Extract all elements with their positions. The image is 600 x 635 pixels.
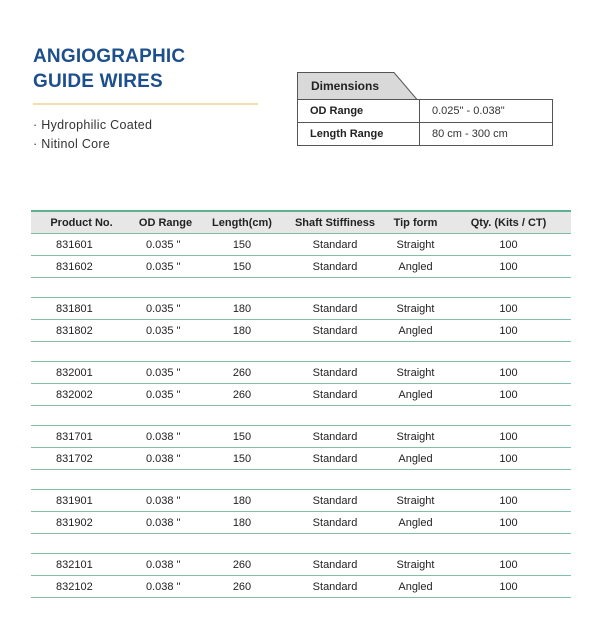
product-number-cell: 832001 [31, 362, 132, 384]
tip-form-cell: Straight [385, 234, 446, 256]
dimensions-table [297, 99, 553, 146]
od-range-cell: 0.035 " [132, 234, 199, 256]
table-row [31, 576, 571, 598]
shaft-stiffness-cell: Standard [285, 576, 385, 598]
group-spacer-row [31, 278, 571, 298]
tip-form-cell: Angled [385, 576, 446, 598]
quantity-cell: 100 [446, 320, 571, 342]
od-range-cell: 0.038 " [132, 426, 199, 448]
tip-form-cell: Straight [385, 554, 446, 576]
title-line-1: ANGIOGRAPHIC [33, 46, 186, 67]
column-header: Shaft Stiffiness [285, 211, 385, 234]
length-cell: 180 [199, 320, 285, 342]
tip-form-cell: Angled [385, 512, 446, 534]
product-number-cell: 831702 [31, 448, 132, 470]
shaft-stiffness-cell: Standard [285, 384, 385, 406]
column-header: Product No. [31, 211, 132, 234]
tip-form-cell: Straight [385, 298, 446, 320]
product-number-cell: 831802 [31, 320, 132, 342]
quantity-cell: 100 [446, 234, 571, 256]
length-cell: 260 [199, 554, 285, 576]
dimension-value: 0.025" - 0.038" [420, 100, 553, 123]
product-number-cell: 831701 [31, 426, 132, 448]
table-row [31, 448, 571, 470]
dimensions-heading: Dimensions [311, 79, 380, 93]
table-row [31, 234, 571, 256]
tip-form-cell: Angled [385, 320, 446, 342]
shaft-stiffness-cell: Standard [285, 490, 385, 512]
title-line-2: GUIDE WIRES [33, 71, 163, 92]
table-body [31, 234, 571, 598]
quantity-cell: 100 [446, 256, 571, 278]
product-number-cell: 832002 [31, 384, 132, 406]
length-cell: 150 [199, 448, 285, 470]
length-cell: 180 [199, 298, 285, 320]
table-header-row [31, 211, 571, 234]
dimension-label: Length Range [298, 123, 420, 146]
dimensions-tab [297, 72, 417, 99]
od-range-cell: 0.038 " [132, 448, 199, 470]
length-cell: 260 [199, 576, 285, 598]
dimensions-row [298, 123, 553, 146]
quantity-cell: 100 [446, 554, 571, 576]
length-cell: 260 [199, 362, 285, 384]
group-spacer-row [31, 406, 571, 426]
length-cell: 180 [199, 490, 285, 512]
od-range-cell: 0.038 " [132, 512, 199, 534]
od-range-cell: 0.035 " [132, 256, 199, 278]
column-header: OD Range [132, 211, 199, 234]
shaft-stiffness-cell: Standard [285, 426, 385, 448]
quantity-cell: 100 [446, 384, 571, 406]
feature-item: · Hydrophilic Coated [33, 116, 152, 135]
shaft-stiffness-cell: Standard [285, 554, 385, 576]
feature-list [33, 116, 152, 154]
table-row [31, 256, 571, 278]
dimension-value: 80 cm - 300 cm [420, 123, 553, 146]
length-cell: 180 [199, 512, 285, 534]
product-number-cell: 831801 [31, 298, 132, 320]
shaft-stiffness-cell: Standard [285, 256, 385, 278]
table-row [31, 426, 571, 448]
quantity-cell: 100 [446, 362, 571, 384]
shaft-stiffness-cell: Standard [285, 362, 385, 384]
shaft-stiffness-cell: Standard [285, 448, 385, 470]
tip-form-cell: Angled [385, 448, 446, 470]
tip-form-cell: Straight [385, 426, 446, 448]
product-number-cell: 831902 [31, 512, 132, 534]
od-range-cell: 0.035 " [132, 362, 199, 384]
tip-form-cell: Straight [385, 362, 446, 384]
table-row [31, 512, 571, 534]
od-range-cell: 0.035 " [132, 320, 199, 342]
tip-form-cell: Angled [385, 384, 446, 406]
group-spacer-row [31, 470, 571, 490]
dimensions-row [298, 100, 553, 123]
shaft-stiffness-cell: Standard [285, 234, 385, 256]
table-row [31, 362, 571, 384]
group-spacer-row [31, 534, 571, 554]
shaft-stiffness-cell: Standard [285, 512, 385, 534]
spacer-cell [31, 470, 571, 490]
product-number-cell: 831901 [31, 490, 132, 512]
column-header: Tip form [385, 211, 446, 234]
table-row [31, 384, 571, 406]
group-spacer-row [31, 342, 571, 362]
table-row [31, 298, 571, 320]
shaft-stiffness-cell: Standard [285, 320, 385, 342]
length-cell: 260 [199, 384, 285, 406]
product-number-cell: 832101 [31, 554, 132, 576]
od-range-cell: 0.035 " [132, 384, 199, 406]
shaft-stiffness-cell: Standard [285, 298, 385, 320]
table-row [31, 554, 571, 576]
od-range-cell: 0.038 " [132, 576, 199, 598]
quantity-cell: 100 [446, 576, 571, 598]
od-range-cell: 0.038 " [132, 490, 199, 512]
spacer-cell [31, 406, 571, 426]
length-cell: 150 [199, 234, 285, 256]
quantity-cell: 100 [446, 298, 571, 320]
product-number-cell: 831602 [31, 256, 132, 278]
quantity-cell: 100 [446, 490, 571, 512]
quantity-cell: 100 [446, 448, 571, 470]
spacer-cell [31, 342, 571, 362]
product-table [31, 210, 571, 598]
page-title [33, 44, 185, 94]
od-range-cell: 0.035 " [132, 298, 199, 320]
spacer-cell [31, 534, 571, 554]
quantity-cell: 100 [446, 512, 571, 534]
quantity-cell: 100 [446, 426, 571, 448]
feature-item: · Nitinol Core [33, 135, 152, 154]
length-cell: 150 [199, 256, 285, 278]
title-divider [33, 103, 258, 105]
column-header: Length(cm) [199, 211, 285, 234]
product-number-cell: 832102 [31, 576, 132, 598]
product-number-cell: 831601 [31, 234, 132, 256]
table-row [31, 320, 571, 342]
od-range-cell: 0.038 " [132, 554, 199, 576]
tip-form-cell: Angled [385, 256, 446, 278]
column-header: Qty. (Kits / CT) [446, 211, 571, 234]
dimension-label: OD Range [298, 100, 420, 123]
tip-form-cell: Straight [385, 490, 446, 512]
table-row [31, 490, 571, 512]
length-cell: 150 [199, 426, 285, 448]
spacer-cell [31, 278, 571, 298]
